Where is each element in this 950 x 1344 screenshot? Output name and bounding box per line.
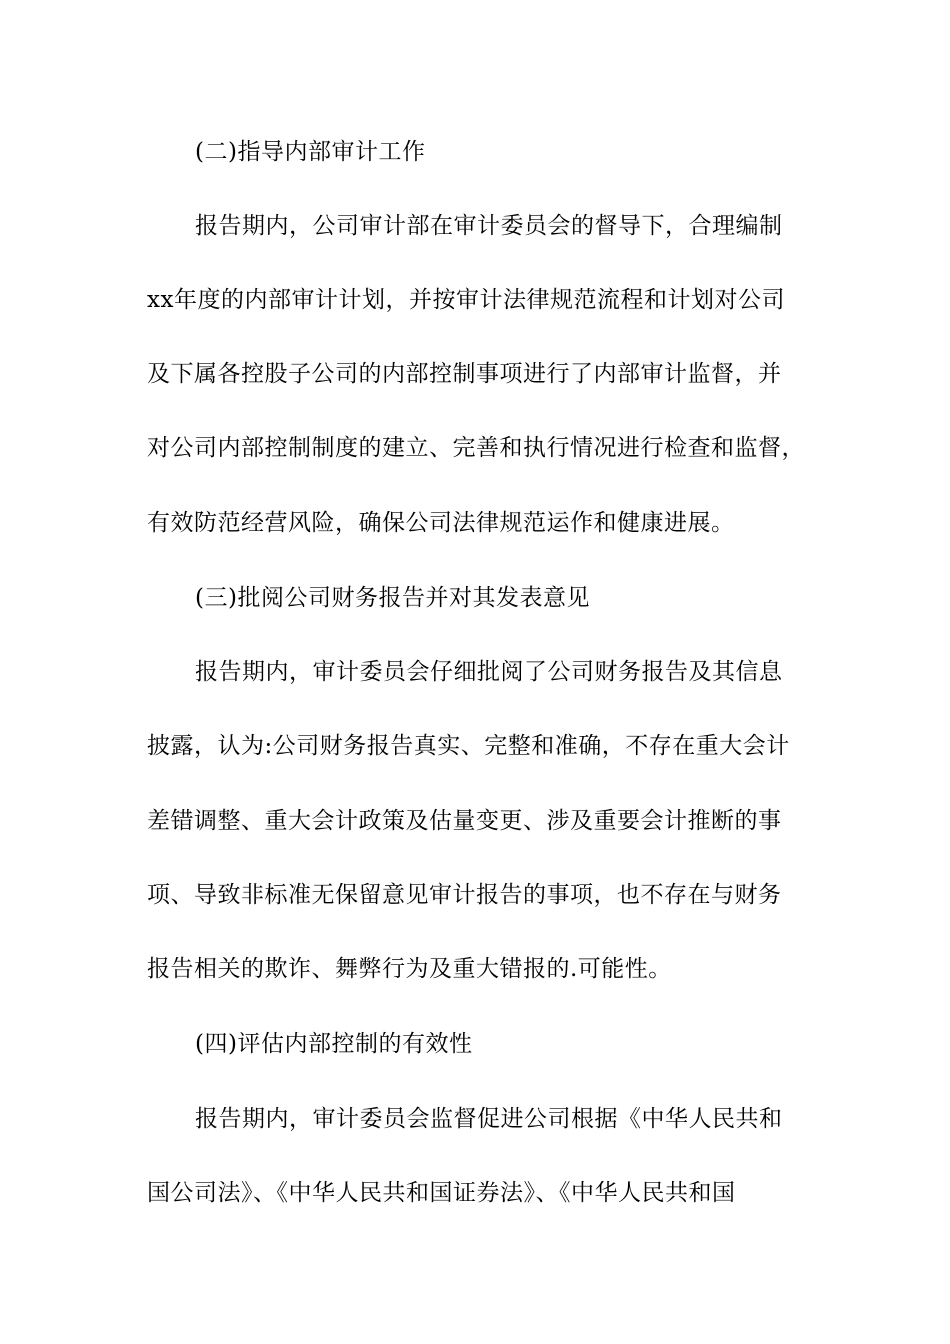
paragraph-line: 披露，认为:公司财务报告真实、完整和准确，不存在重大会计	[147, 733, 790, 759]
paragraph-line: 报告期内，审计委员会监督促进公司根据《中华人民共和	[195, 1106, 783, 1132]
paragraph-line: 报告期内，审计委员会仔细批阅了公司财务报告及其信息	[195, 659, 783, 685]
paragraph-line: 报告期内，公司审计部在审计委员会的督导下，合理编制	[195, 213, 783, 239]
paragraph-line: 报告相关的欺诈、舞弊行为及重大错报的.可能性。	[147, 956, 672, 982]
paragraph-line: xx年度的内部审计计划，并按审计法律规范流程和计划对公司	[147, 287, 785, 313]
paragraph-line: 有效防范经营风险，确保公司法律规范运作和健康进展。	[147, 510, 735, 536]
section-heading-4: (四)评估内部控制的有效性	[195, 1031, 473, 1057]
section-heading-3: (三)批阅公司财务报告并对其发表意见	[195, 585, 590, 611]
paragraph-line: 项、导致非标准无保留意见审计报告的事项，也不存在与财务	[147, 882, 782, 908]
paragraph-line: 国公司法》、《中华人民共和国证券法》、《中华人民共和国	[147, 1180, 736, 1206]
section-heading-2: (二)指导内部审计工作	[195, 139, 426, 165]
paragraph-line: 对公司内部控制制度的建立、完善和执行情况进行检查和监督，	[147, 435, 805, 461]
paragraph-line: 差错调整、重大会计政策及估量变更、涉及重要会计推断的事	[147, 808, 782, 834]
paragraph-line: 及下属各控股子公司的内部控制事项进行了内部审计监督，并	[147, 361, 782, 387]
